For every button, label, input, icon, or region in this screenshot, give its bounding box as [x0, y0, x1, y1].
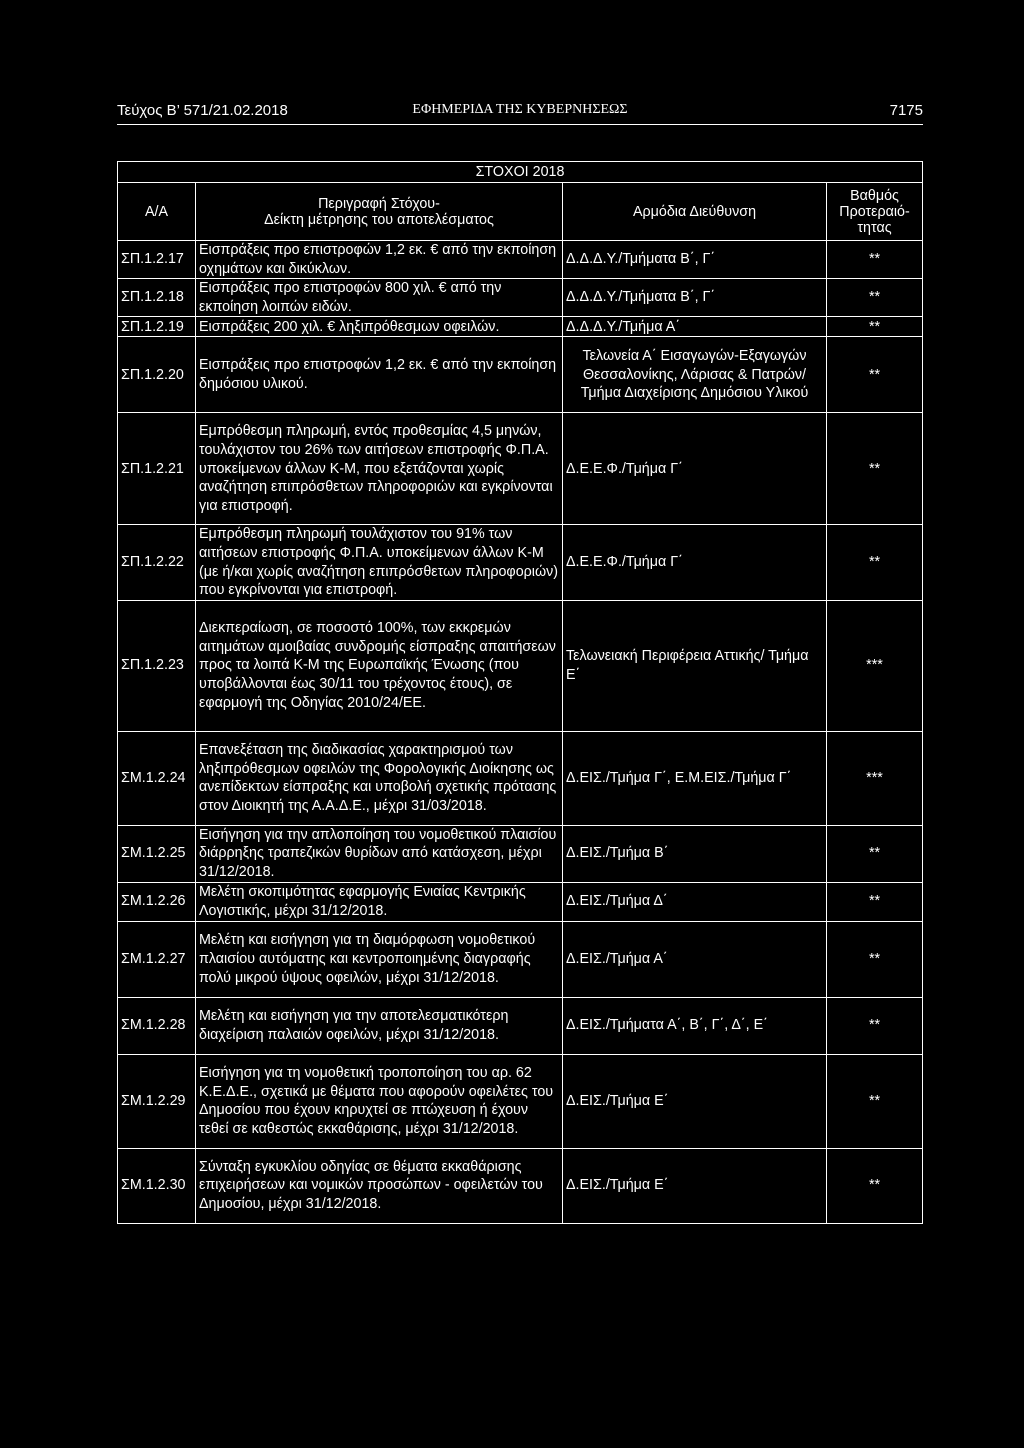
goal-code: ΣΠ.1.2.23	[118, 600, 196, 731]
responsible-department: Δ.Δ.Δ.Υ./Τμήματα Β΄, Γ΄	[563, 241, 827, 279]
goal-code: ΣΠ.1.2.17	[118, 241, 196, 279]
table-row	[118, 1148, 923, 1223]
goal-description: Μελέτη και εισήγηση για τη διαμόρφωση νομοθετικού πλαισίου αυτόματης και κεντροποιημένης διαγραφής πολύ μικρού ύψους οφειλών, μέχρι 31/12/2018.	[196, 921, 563, 997]
goal-description: Μελέτη και εισήγηση για την αποτελεσματικότερη διαχείριση παλαιών οφειλών, μέχρι 31/12/2018.	[196, 997, 563, 1054]
goal-description: Εμπρόθεσμη πληρωμή, εντός προθεσμίας 4,5 μηνών, τουλάχιστον του 26% των αιτήσεων επιστροφής Φ.Π.Α. υποκείμενων άλλων Κ-Μ, που εξετάζονται χωρίς αναζήτηση επιπρόσθετων πληροφοριών και εγκρίνονται για επιστροφή.	[196, 413, 563, 525]
goal-code: ΣΜ.1.2.24	[118, 731, 196, 825]
table-row	[118, 882, 923, 921]
goal-code: ΣΠ.1.2.22	[118, 525, 196, 600]
table-row	[118, 279, 923, 317]
responsible-department: Δ.Ε.Ε.Φ./Τμήμα Γ΄	[563, 413, 827, 525]
column-header-department: Αρμόδια Διεύθυνση	[563, 183, 827, 241]
priority-rating: **	[827, 337, 923, 413]
priority-rating: **	[827, 279, 923, 317]
goal-code: ΣΠ.1.2.20	[118, 337, 196, 413]
responsible-department: Δ.ΕΙΣ./Τμήμα Α΄	[563, 921, 827, 997]
priority-rating: **	[827, 882, 923, 921]
column-header-description-line1: Περιγραφή Στόχου-	[318, 195, 440, 212]
goal-description: Εισπράξεις προ επιστροφών 1,2 εκ. € από την εκποίηση δημόσιου υλικού.	[196, 337, 563, 413]
priority-rating: **	[827, 1148, 923, 1223]
table-row	[118, 525, 923, 600]
goal-code: ΣΜ.1.2.27	[118, 921, 196, 997]
responsible-department: Δ.Ε.Ε.Φ./Τμήμα Γ΄	[563, 525, 827, 600]
gazette-title: ΕΦΗΜΕΡΙ∆Α ΤΗΣ ΚΥΒΕΡΝΗΣΕΩΣ	[412, 102, 628, 117]
priority-rating: **	[827, 997, 923, 1054]
column-header-description-line2: Δείκτη μέτρησης του αποτελέσματος	[264, 211, 494, 228]
table-row	[118, 241, 923, 279]
responsible-department: Δ.ΕΙΣ./Τμήμα Γ΄, Ε.Μ.ΕΙΣ./Τμήμα Γ΄	[563, 731, 827, 825]
goal-code: ΣΜ.1.2.30	[118, 1148, 196, 1223]
column-header-description	[196, 183, 563, 241]
goal-code: ΣΠ.1.2.18	[118, 279, 196, 317]
goal-description: Επανεξέταση της διαδικασίας χαρακτηρισμού των ληξιπρόθεσμων οφειλών της Φορολογικής Διοίκησης ως ανεπίδεκτων είσπραξης και υποβολή σχετικής πρότασης στον Διοικητή της Α.Α.Δ.Ε., μέχρι 31/03/2018.	[196, 731, 563, 825]
priority-rating: **	[827, 525, 923, 600]
priority-rating: **	[827, 825, 923, 882]
table-row	[118, 413, 923, 525]
page-header	[117, 96, 923, 125]
goal-code: ΣΜ.1.2.29	[118, 1054, 196, 1148]
table-row	[118, 921, 923, 997]
responsible-department: Δ.ΕΙΣ./Τμήμα Β΄	[563, 825, 827, 882]
priority-rating: **	[827, 921, 923, 997]
goal-description: Εισπράξεις προ επιστροφών 1,2 εκ. € από την εκποίηση οχημάτων και δικύκλων.	[196, 241, 563, 279]
goal-description: Εισήγηση για τη νομοθετική τροποποίηση του αρ. 62 Κ.Ε.Δ.Ε., σχετικά με θέματα που αφορούν οφειλέτες του Δημοσίου που έχουν κηρυχτεί σε πτώχευση ή έχουν τεθεί σε καθεστώς εκκαθάρισης, μέχρι 31/12/2018.	[196, 1054, 563, 1148]
goal-description: Διεκπεραίωση, σε ποσοστό 100%, των εκκρεμών αιτημάτων αμοιβαίας συνδρομής είσπραξης απαιτήσεων προς τα λοιπά Κ-Μ της Ευρωπαϊκής Ένωσης (που υποβάλλονται έως 30/11 του τρέχοντος έτους), σε εφαρμογή της Οδηγίας 2010/24/ΕΕ.	[196, 600, 563, 731]
table-row	[118, 997, 923, 1054]
responsible-department: Δ.ΕΙΣ./Τμήμα Ε΄	[563, 1148, 827, 1223]
goal-description: Σύνταξη εγκυκλίου οδηγίας σε θέματα εκκαθάρισης επιχειρήσεων και νομικών προσώπων - οφειλετών του Δημοσίου, μέχρι 31/12/2018.	[196, 1148, 563, 1223]
table-row	[118, 337, 923, 413]
page-number: 7175	[889, 102, 923, 119]
issue-number: Τεύχος Β’ 571/21.02.2018	[117, 102, 288, 119]
table-row	[118, 600, 923, 731]
responsible-department: Δ.ΕΙΣ./Τμήματα Α΄, Β΄, Γ΄, Δ΄, Ε΄	[563, 997, 827, 1054]
responsible-department: Δ.Δ.Δ.Υ./Τμήματα Β΄, Γ΄	[563, 279, 827, 317]
goal-code: ΣΠ.1.2.19	[118, 317, 196, 337]
responsible-department: Τελωνεία Α΄ Εισαγωγών-Εξαγωγών Θεσσαλονίκης, Λάρισας & Πατρών/ Τμήμα Διαχείρισης Δημόσιου Υλικού	[563, 337, 827, 413]
responsible-department: Δ.ΕΙΣ./Τμήμα Δ΄	[563, 882, 827, 921]
priority-rating: **	[827, 1054, 923, 1148]
goal-description: Εισπράξεις 200 χιλ. € ληξιπρόθεσμων οφειλών.	[196, 317, 563, 337]
responsible-department: Τελωνειακή Περιφέρεια Αττικής/ Τμήμα Ε΄	[563, 600, 827, 731]
goal-code: ΣΜ.1.2.28	[118, 997, 196, 1054]
responsible-department: Δ.Δ.Δ.Υ./Τμήμα Α΄	[563, 317, 827, 337]
table-title: ΣΤΟΧΟΙ 2018	[118, 162, 923, 183]
goals-table	[117, 161, 923, 1224]
goal-description: Εμπρόθεσμη πληρωμή τουλάχιστον του 91% των αιτήσεων επιστροφής Φ.Π.Α. υποκείμενων άλλων Κ-Μ (με ή/και χωρίς αναζήτηση επιπρόσθετων πληροφοριών) που εγκρίνονται για επιστροφή.	[196, 525, 563, 600]
priority-rating: **	[827, 413, 923, 525]
priority-rating: ***	[827, 731, 923, 825]
priority-rating: ***	[827, 600, 923, 731]
goal-description: Εισήγηση για την απλοποίηση του νομοθετικού πλαισίου διάρρηξης τραπεζικών θυρίδων από κατάσχεση, μέχρι 31/12/2018.	[196, 825, 563, 882]
goal-code: ΣΠ.1.2.21	[118, 413, 196, 525]
goal-description: Εισπράξεις προ επιστροφών 800 χιλ. € από την εκποίηση λοιπών ειδών.	[196, 279, 563, 317]
table-row	[118, 317, 923, 337]
table-row	[118, 1054, 923, 1148]
table-row	[118, 825, 923, 882]
goal-code: ΣΜ.1.2.26	[118, 882, 196, 921]
priority-rating: **	[827, 317, 923, 337]
column-header-priority: Βαθμός Προτεραιό-τητας	[827, 183, 923, 241]
priority-rating: **	[827, 241, 923, 279]
goals-table-body	[118, 241, 923, 1224]
goal-description: Μελέτη σκοπιμότητας εφαρμογής Ενιαίας Κεντρικής Λογιστικής, μέχρι 31/12/2018.	[196, 882, 563, 921]
column-header-aa: Α/Α	[118, 183, 196, 241]
table-row	[118, 731, 923, 825]
responsible-department: Δ.ΕΙΣ./Τμήμα Ε΄	[563, 1054, 827, 1148]
goal-code: ΣΜ.1.2.25	[118, 825, 196, 882]
